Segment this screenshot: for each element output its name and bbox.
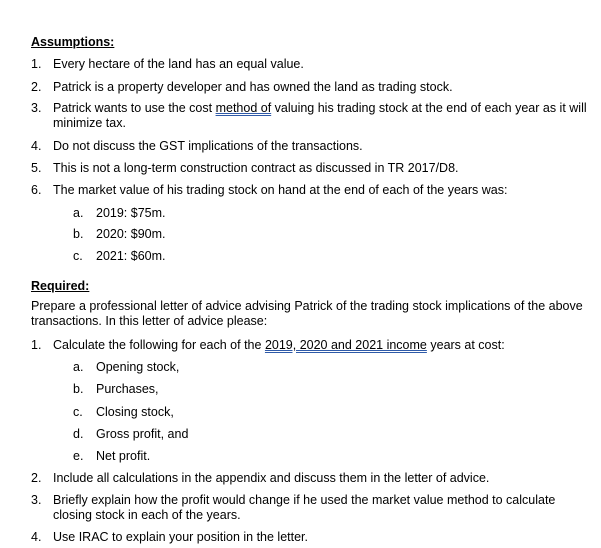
sub-item-text: 2019: $75m. [96, 206, 166, 220]
sub-item-text: Closing stock, [96, 405, 174, 419]
assumption-text: Patrick wants to use the cost method of valuing his trading stock at the end of each year as it will minimize tax. [53, 101, 587, 130]
sub-item-letter: e. [73, 449, 84, 463]
sub-item-text: 2021: $60m. [96, 249, 166, 263]
sub-item-text: Purchases, [96, 382, 159, 396]
sub-item-letter: b. [73, 227, 84, 241]
sub-item-letter: a. [73, 206, 84, 220]
sub-item-letter: d. [73, 427, 84, 441]
assumption-text: This is not a long-term construction contract as discussed in TR 2017/D8. [53, 161, 459, 175]
sub-item-letter: b. [73, 382, 84, 396]
method-of-link: method of [215, 101, 272, 115]
required-text: Use IRAC to explain your position in the letter. [53, 530, 308, 544]
assumption-number: 5. [31, 161, 42, 175]
sub-item-letter: c. [73, 249, 83, 263]
required-heading: Required: [31, 279, 90, 293]
required-number: 2. [31, 471, 42, 485]
required-number: 3. [31, 493, 42, 507]
required-text: Briefly explain how the profit would change if he used the market value method to calculate closing stock in each of the years. [53, 493, 556, 522]
assumptions-heading: Assumptions: [31, 35, 115, 49]
required-text: Include all calculations in the appendix and discuss them in the letter of advice. [53, 471, 490, 485]
assumption-number: 3. [31, 101, 42, 115]
sub-item-text: Net profit. [96, 449, 151, 463]
income-years-link: 2019, 2020 and 2021 income [264, 338, 427, 352]
required-intro: Prepare a professional letter of advice advising Patrick of the trading stock implications of the above transactions. In this letter of advice please: [31, 299, 583, 328]
assumption-text: Do not discuss the GST implications of the transactions. [53, 139, 363, 153]
required-number: 1. [31, 338, 42, 352]
assumption-text: The market value of his trading stock on hand at the end of each of the years was: [53, 183, 508, 197]
required-number: 4. [31, 530, 42, 544]
required-text: Calculate the following for each of the 2019, 2020 and 2021 income years at cost: [53, 338, 505, 352]
sub-item-letter: a. [73, 360, 84, 374]
assumption-text: Every hectare of the land has an equal value. [53, 57, 304, 71]
assumption-number: 1. [31, 57, 42, 71]
assumption-number: 2. [31, 80, 42, 94]
sub-item-text: 2020: $90m. [96, 227, 166, 241]
assumption-number: 4. [31, 139, 42, 153]
assumption-number: 6. [31, 183, 42, 197]
assumption-text: Patrick is a property developer and has owned the land as trading stock. [53, 80, 453, 94]
sub-item-text: Opening stock, [96, 360, 180, 374]
sub-item-text: Gross profit, and [96, 427, 189, 441]
sub-item-letter: c. [73, 405, 83, 419]
